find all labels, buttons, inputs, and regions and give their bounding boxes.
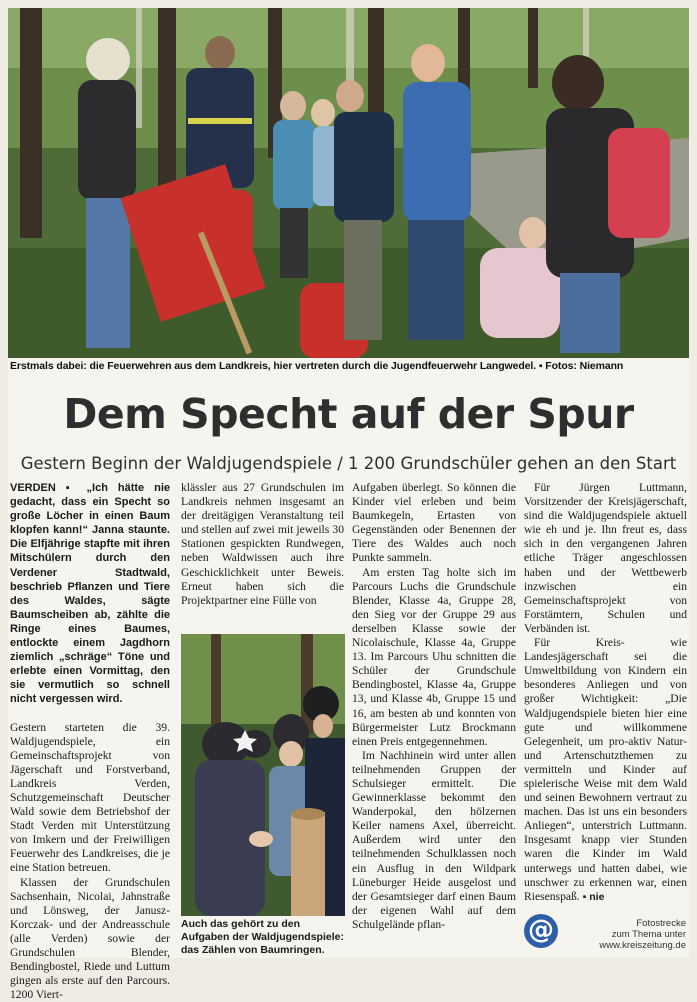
at-icon: @	[524, 914, 558, 948]
quote-paragraph: Für Kreis- wie Landesjägerschaft sei die Umweltbildung von Kindern ein besonderes Anliegen und von großer Wichtigkeit: „Die Waldjugendspiele bieten hier eine gute und willkommene Gelegenheit, um pro-aktiv Natur- und Artenschutzthemen zu vermitteln und Kinder auf spielerische Weise mit dem Wald und seinen Bewohnern vertraut zu machen. Das ist uns ein besonders Anliegen“, unterstrich Luttmann. Insgesamt knapp vier Stunden waren die Kinder im Wald unterwegs und hatten dabei, wie unschwer zu erkennen war, einen Riesenspaß.	[524, 636, 687, 903]
article-column-3	[352, 481, 516, 932]
headline: Dem Specht auf der Spur	[63, 390, 634, 438]
body-paragraph: Aufgaben überlegt. So können die Kinder viel erleben und beim Baumkegeln, Ertasten von Gegenständen oder Benennen der Tiere des Waldes auch noch Punkte sammeln.	[352, 481, 516, 565]
body-paragraph	[524, 636, 687, 904]
article-column-4	[524, 481, 687, 904]
photo-gallery-link[interactable]: www.kreiszeitung.de	[599, 940, 686, 951]
photo-gallery-line-2: zum Thema unter	[611, 929, 686, 940]
body-paragraph: Gestern starteten die 39. Waldjugendspiele, ein Gemeinschaftsprojekt von Jägerschaft und Forstverband, Landkreis Verden, Schutzgemeinschaft Deutscher Wald sowie dem Betriebshof der Stadt Verden mit Unterstützung von Imkern und der Freiwilligen Feuerwehr des Landkreises, die je eine Station betreuen.	[10, 720, 170, 875]
photo-gallery-line-1: Fotostrecke	[636, 918, 686, 929]
article-column-1	[10, 481, 170, 1002]
tree-rings-photo	[181, 634, 345, 916]
tree-rings-photo-caption: Auch das gehört zu den Aufgaben der Waldjugendspiele: das Zählen von Baumringen.	[181, 918, 344, 956]
photo-gallery-note	[564, 918, 686, 951]
body-paragraph: Für Jürgen Luttmann, Vorsitzender der Kreisjägerschaft, sind die Waldjugendspiele aktuell wie eh und je. Ihn freut es, dass sich in den vergangenen Jahren etliche Träger angeschlossen haben und der Wettbewerb inzwischen ein Gemeinschaftsprojekt von Forstämtern, Schulen und Verbänden ist.	[524, 481, 687, 635]
article-column-2	[181, 481, 344, 608]
body-paragraph: klässler aus 27 Grundschulen im Landkreis nehmen insgesamt an der dreitägigen Veranstaltung teil und stellen auf zwei mit jeweils 30 Stationen gespickten Rundwegen, neben Waldwissen auch ihre Geschicklichkeit unter Beweis. Erneut haben sich die Projektpartner eine Fülle von	[181, 481, 344, 607]
body-paragraph: Klassen der Grundschulen Sachsenhain, Nicolai, Jahnstraße und Lönsweg, der Janusz-Korczak- und der Andreasschule (alle Verden) sowie der Grundschulen Blender, Bendingbostel, Riede und Luttum gingen als erste auf den Parcours. 1200 Viert-	[10, 875, 170, 1002]
subheadline: Gestern Beginn der Waldjugendspiele / 1 200 Grundschüler gehen an den Start	[20, 454, 677, 473]
hero-photo-caption: Erstmals dabei: die Feuerwehren aus dem Landkreis, hier vertreten durch die Jugendfeuerwehr Langwedel. ▪ Fotos: Niemann	[10, 360, 624, 372]
body-paragraph: Am ersten Tag holte sich im Parcours Luchs die Grundschule Blender, Klasse 4a, Gruppe 28, den Sieg vor der Gruppe 29 aus derselben Klasse sowie der Nicolaischule, Klasse 4a, Gruppe 13. Im Parcours Uhu schnitten die Schüler der Grundschule Bendingbostel, Klasse 4a, Gruppe 13, und Klasse 4b, Gruppe 15 und 16, am besten ab und konnten von Bürgermeister Lutz Brockmann einen Preis entgegennehmen.	[352, 565, 516, 748]
author-signature: ▪ nie	[582, 890, 605, 903]
hero-photo	[8, 8, 689, 358]
newspaper-page	[8, 8, 689, 1002]
lead-paragraph: VERDEN ▪ „Ich hätte nie gedacht, dass ein Specht so große Löcher in einen Baum klopfen kann!“ Janna staunte. Die Elfjährige stapfte mit ihren Mitschülern durch den Verdener Stadtwald, beschrieb Pflanzen und Tiere des Waldes, sägte Baumscheiben ab, zählte die Ringe eines Baumes, entlockte einem Jagdhorn ziemlich „schräge“ Töne und erlebte einen Vormittag, den sie vermutlich so schnell nicht vergessen wird.	[10, 482, 170, 706]
body-paragraph: Im Nachhinein wird unter allen teilnehmenden Gruppen der Schulsieger ermittelt. Die Gewinnerklasse bekommt den Wanderpokal, den hölzernen Keiler namens Axel, überreicht. Außerdem wird unter den teilnehmenden Schulklassen noch ein Ausflug in den Wildpark Lüneburger Heide ausgelost und der Gesamtsieger darf einen Baum der eigenen Wahl auf dem Schulgelände pflan-	[352, 748, 516, 931]
